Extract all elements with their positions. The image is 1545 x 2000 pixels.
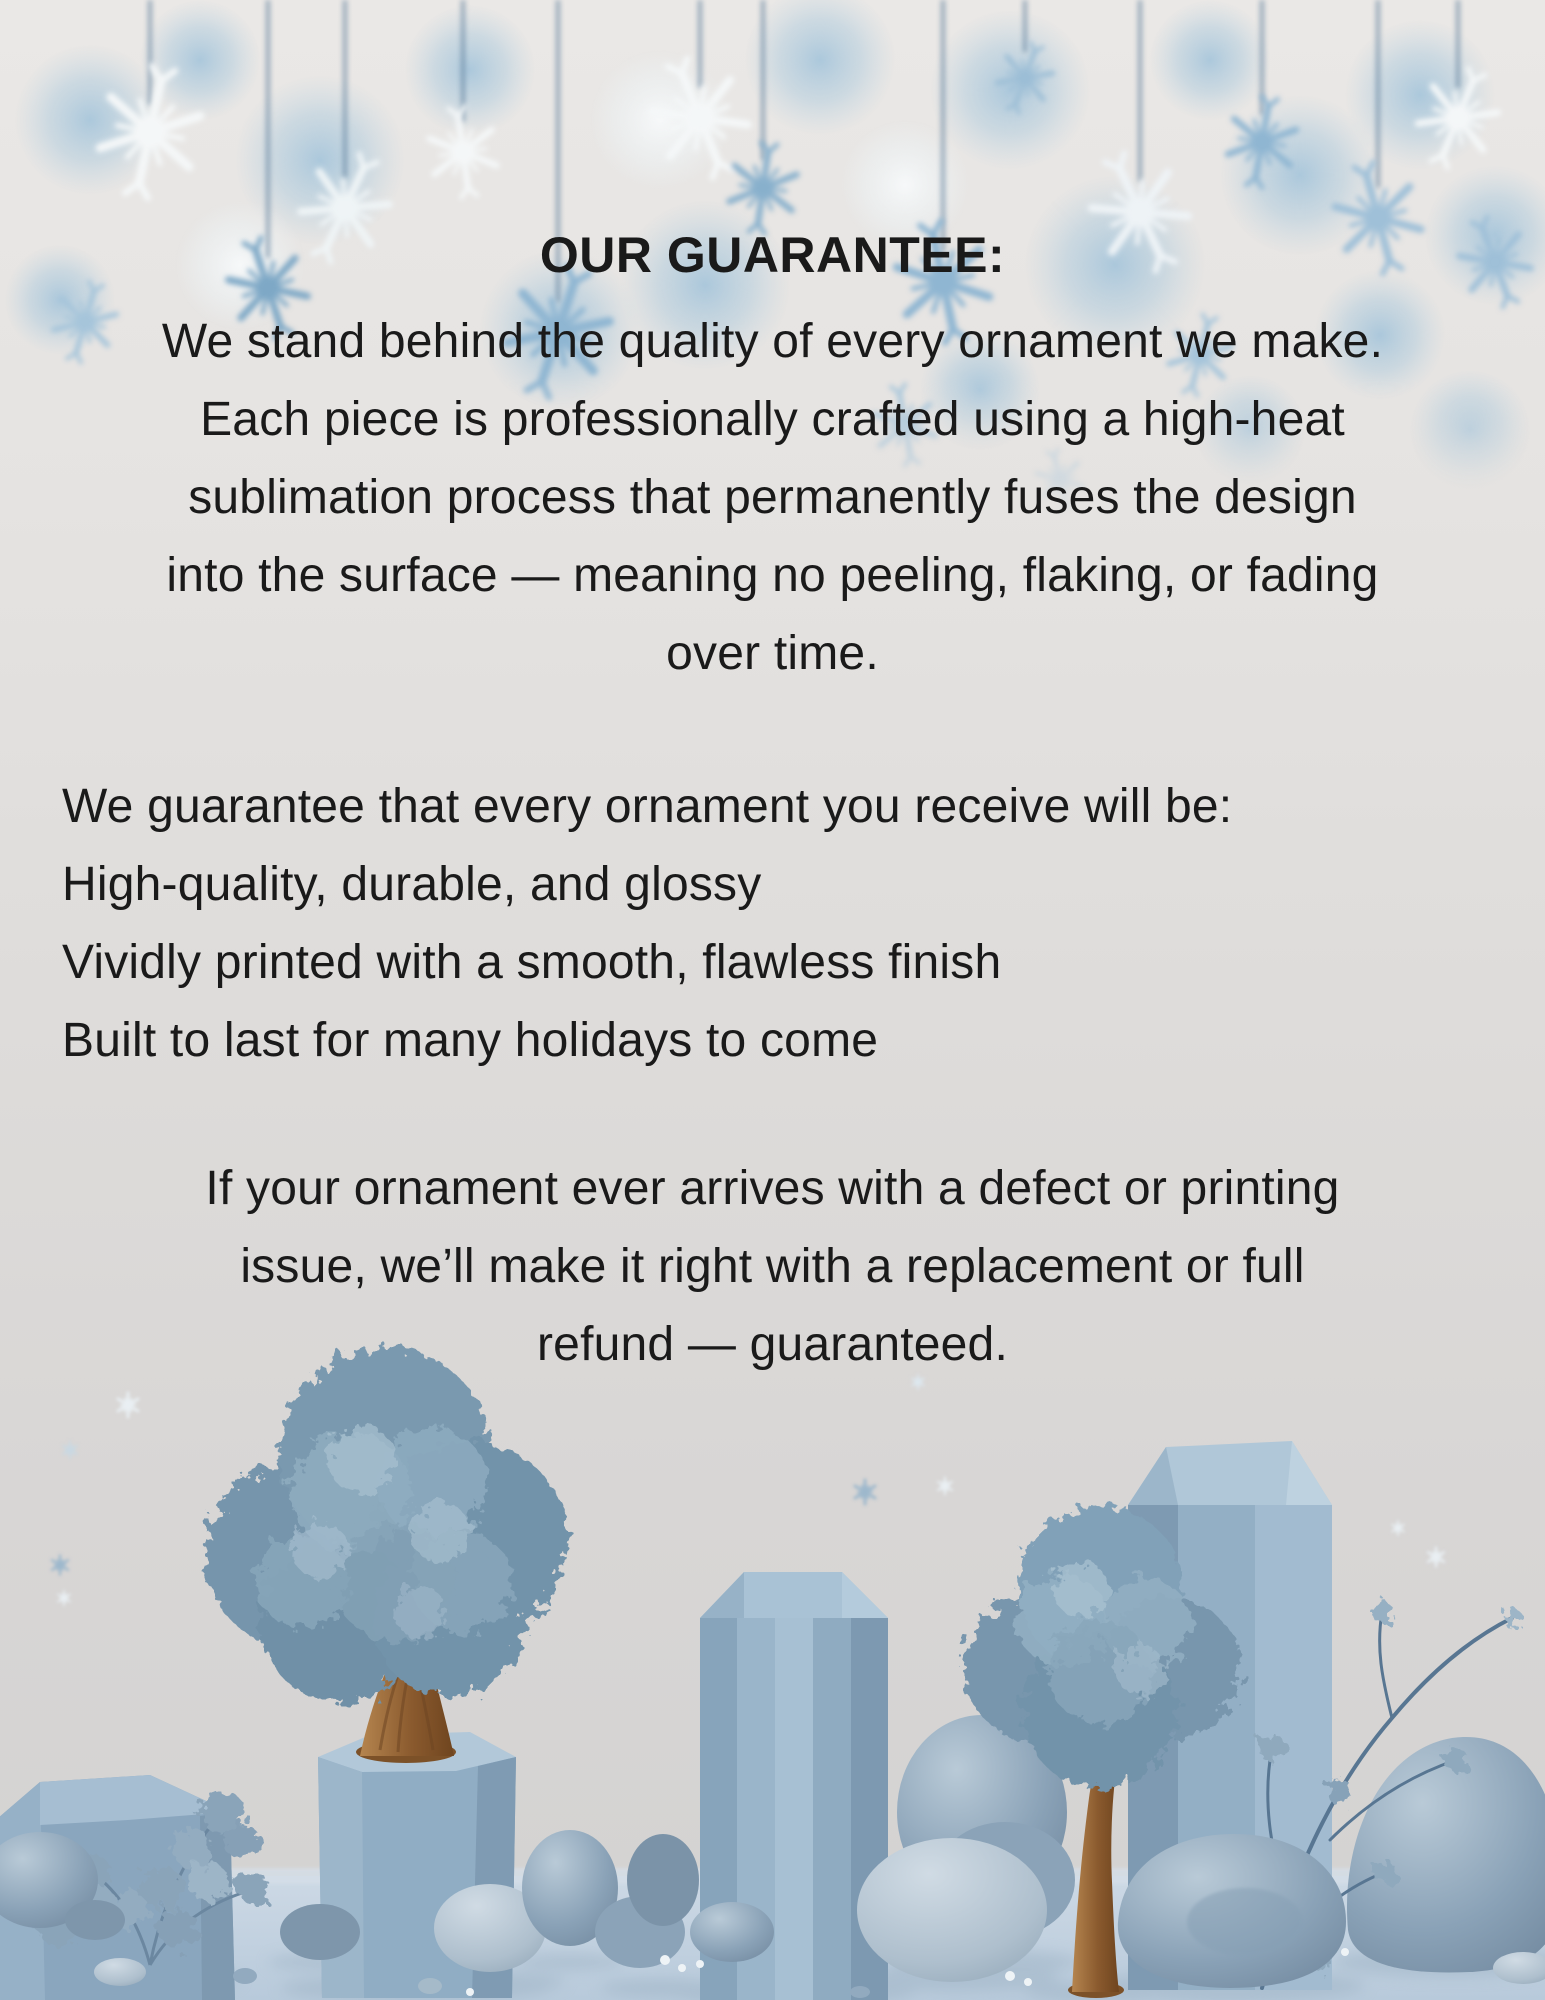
promise-paragraph [62, 768, 1505, 1080]
text-line: Built to last for many holidays to come [62, 1014, 879, 1067]
remedy-paragraph [55, 1150, 1490, 1384]
page-title: OUR GUARANTEE: [539, 227, 1006, 283]
text-line: We stand behind the quality of every ornament we make. [161, 315, 1384, 368]
text-line: refund — guaranteed. [537, 1318, 1008, 1371]
intro-paragraph [55, 303, 1490, 693]
text-line: Each piece is professionally crafted using a high-heat [200, 393, 1345, 446]
text-line: High-quality, durable, and glossy [62, 858, 762, 911]
big-tree-foliage [205, 1347, 568, 1702]
text-line: over time. [666, 627, 879, 680]
winter-scene [0, 1320, 1545, 2000]
text-line: We guarantee that every ornament you receive will be: [62, 780, 1233, 833]
text-line: into the surface — meaning no peeling, flaking, or fading [166, 549, 1379, 602]
text-line: sublimation process that permanently fuses the design [188, 471, 1357, 524]
right-boulder [1347, 1737, 1545, 1973]
text-line: If your ornament ever arrives with a defect or printing [205, 1162, 1340, 1215]
text-line: issue, we’ll make it right with a replacement or full [240, 1240, 1305, 1293]
text-line: Vividly printed with a smooth, flawless finish [62, 936, 1002, 989]
